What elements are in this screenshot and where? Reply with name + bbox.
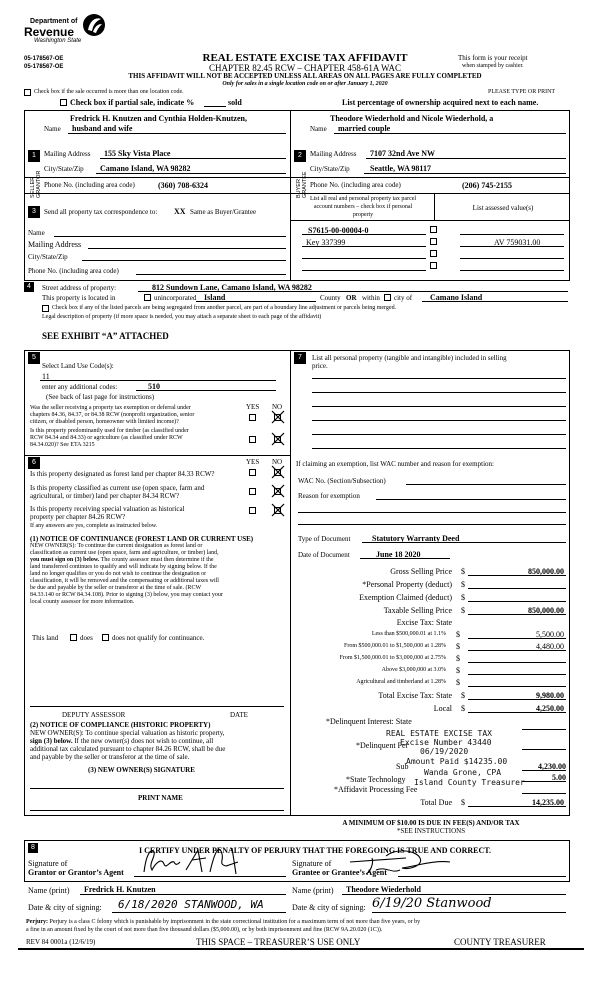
county-label: County xyxy=(320,294,341,302)
s5-q2-line3: 84.34.020)? See ETA 3215 xyxy=(30,442,95,448)
s5-q1-no-mark-icon xyxy=(271,410,285,424)
certify-statement: I CERTIFY UNDER PENALTY OF PERJURY THAT THE FOREGOING IS TRUE AND CORRECT. xyxy=(138,846,491,855)
grantee-sig-label1: Signature of xyxy=(292,859,332,868)
form-title: REAL ESTATE EXCISE TAX AFFIDAVIT xyxy=(202,52,408,64)
notice1-line6: classification, it will be removed and the compensating or additional taxes will xyxy=(30,578,219,584)
s5-q2-no-mark-icon xyxy=(271,432,285,446)
buyer-city-label: City/State/Zip xyxy=(310,165,350,173)
notice1-title: (1) NOTICE OF CONTINUANCE (FOREST LAND OR CURRENT USE) xyxy=(30,535,254,543)
perjury-label: Perjury: xyxy=(26,919,48,925)
dept-line3: Washington State xyxy=(34,38,82,44)
notice2-line2-bold: sign (3) below. xyxy=(30,737,73,745)
county-treasurer: COUNTY TREASURER xyxy=(454,937,546,947)
s5-q2-line1: Is this property predominantly used for timber (as classified under xyxy=(30,428,189,434)
taxable-dollar: $ xyxy=(461,606,465,615)
s6-no: NO xyxy=(272,458,283,466)
grantor-name-print-label: Name (print) xyxy=(28,886,70,895)
s6-q2-line1: Is this property classified as current use (open space, farm and xyxy=(30,484,205,492)
only-for-note: Only for sales in a single location code on or after January 1, 2020 xyxy=(222,81,388,87)
doc-date-value[interactable]: June 18 2020 xyxy=(376,550,421,559)
gross-label: Gross Selling Price xyxy=(390,567,452,576)
seller-name-line2[interactable]: husband and wife xyxy=(72,124,133,133)
buyer-phone-value[interactable]: (206) 745-2155 xyxy=(462,181,512,190)
grantee-date-city[interactable]: 6/19/20 Stanwood xyxy=(372,896,492,911)
notice1-line4: land transferred continues to qualify and will indicate by signing below. If the xyxy=(30,564,217,570)
multi-location-label: Check box if the sale occurred is more than one location code. xyxy=(34,89,184,95)
total-state-label: Total Excise Tax: State xyxy=(378,691,452,700)
partial-sale-label: Check box if partial sale, indicate % xyxy=(70,98,195,107)
send-tax-label: Send all property tax correspondence to: xyxy=(44,208,158,216)
state-tech-label: *State Technology xyxy=(346,775,406,784)
s6-yes: YES xyxy=(246,458,260,466)
stamp-line2: Excise Number 43440 xyxy=(400,738,492,747)
stamp-line4: Amount Paid $14235.00 xyxy=(406,757,508,766)
buyer-city-value[interactable]: Seattle, WA 98117 xyxy=(370,164,431,173)
personal-property-line1: List all personal property (tangible and intangible) included in selling xyxy=(312,354,507,362)
notice2-line4: and payable by the seller or transferor at the time of sale. xyxy=(30,753,190,761)
segregated-label: Check box if any of the listed parcels are being segregated from another parcel, are part of a boundary line adjustment or parcels being merged. xyxy=(52,305,397,311)
total-due-label: Total Due xyxy=(420,798,452,807)
parcel-3-checkbox[interactable] xyxy=(430,250,437,257)
total-due-dollar: $ xyxy=(461,798,465,807)
notice1-line1: NEW OWNER(S): To continue the current designation as forest land or xyxy=(30,543,203,549)
partial-sale-checkbox[interactable] xyxy=(60,99,67,106)
receipt-note-2: when stamped by cashier. xyxy=(462,63,524,69)
unincorporated-checkbox[interactable] xyxy=(144,294,151,301)
personal-deduct-field[interactable] xyxy=(468,588,566,589)
tier3-field[interactable] xyxy=(468,662,566,663)
parcel-2-checkbox[interactable] xyxy=(430,238,437,245)
see-instructions-note: *SEE INSTRUCTIONS xyxy=(396,827,466,835)
parcel-4-checkbox[interactable] xyxy=(430,262,437,269)
affidavit-fee-field[interactable] xyxy=(522,793,566,794)
tier5-label: Agricultural and timberland at 1.28% xyxy=(356,679,446,685)
doc-type-value[interactable]: Statutory Warranty Deed xyxy=(372,534,460,543)
buyer-name-label: Name xyxy=(310,125,327,133)
grantee-name-print-label: Name (print) xyxy=(292,886,334,895)
send-tax-value[interactable]: XX xyxy=(174,207,186,216)
total-due-value[interactable]: 14,235.00 xyxy=(532,798,564,807)
notice1-line7: be due and payable by the seller or transferor at the time of sale. (RCW xyxy=(30,585,202,591)
land-use-value[interactable]: 11 xyxy=(42,372,50,381)
s5-q2-line2: RCW 84.34 and 84.33) or agriculture (as classified under RCW xyxy=(30,435,183,441)
parcel-1-checkbox[interactable] xyxy=(430,226,437,233)
minimum-due-note: A MINIMUM OF $10.00 IS DUE IN FEE(S) AND/OR TAX xyxy=(342,819,520,827)
s3-mailing-label: Mailing Address xyxy=(28,240,82,249)
section-3-number: 3 xyxy=(28,206,40,218)
dor-logo-mark-icon xyxy=(82,12,106,38)
tier4-dollar: $ xyxy=(456,666,460,675)
s5-q1-line3: citizen, or disabled person, homeowner with limited income)? xyxy=(30,419,179,425)
buyer-phone-label: Phone No. (including area code) xyxy=(310,181,401,189)
s6-q1-no-mark-icon xyxy=(271,465,285,479)
new-owner-signature-label: (3) NEW OWNER(S) SIGNATURE xyxy=(88,766,195,774)
assessed-2[interactable]: AV 759031.00 xyxy=(494,238,541,247)
buyer-side-label: BUYER GRANTEE xyxy=(296,171,308,198)
gross-dollar: $ xyxy=(461,567,465,576)
city-of-label: city of xyxy=(394,294,413,302)
s6-q3-line1: Is this property receiving special valuation as historical xyxy=(30,505,185,513)
unincorporated-label: unincorporated xyxy=(154,294,197,302)
grantor-date-city-label: Date & city of signing: xyxy=(28,903,102,912)
please-type: PLEASE TYPE OR PRINT xyxy=(488,89,556,95)
section-1-number: 1 xyxy=(28,150,40,162)
parcel-header-1: List all real and personal property tax parcel xyxy=(309,196,417,202)
exemption-dollar: $ xyxy=(461,593,465,602)
form-number: REV 84 0001a (12/6/19) xyxy=(26,938,96,946)
new-owner-signature-field[interactable] xyxy=(30,788,284,789)
reason-label: Reason for exemption xyxy=(298,492,360,500)
exhibit-a-note[interactable]: SEE EXHIBIT “A” ATTACHED xyxy=(42,331,169,341)
print-name-field[interactable] xyxy=(30,810,284,811)
s6-q2-line2: agricultural, or timber) land per chapter 84.34 RCW? xyxy=(30,492,180,500)
land-use-label: Select Land Use Code(s): xyxy=(42,362,114,370)
exemption-deduct-label: Exemption Claimed (deduct) xyxy=(359,593,452,602)
form-code-1: 05-178567-OE xyxy=(24,56,64,62)
notice1-line8: 84.33.140 or RCW 84.34.108). Prior to signing (3) below, you may contact your xyxy=(30,592,223,598)
perjury-text-2: a fine in an amount fixed by the court of not more than five thousand dollars ($5,000.00), or by both imprisonment and fine (RCW 9A.20.020 (1C)). xyxy=(26,927,383,933)
notice1-line5: land no longer qualifies or you do not wish to continue the designation or xyxy=(30,571,207,577)
notice2-line2-rest: If the new owner(s) does not wish to continue, all xyxy=(72,737,214,745)
segregated-checkbox[interactable] xyxy=(42,305,49,312)
subtotal-value[interactable]: 4,230.00 xyxy=(538,762,566,771)
wac-label: WAC No. (Section/Subsection) xyxy=(298,477,386,485)
buyer-name-line2[interactable]: married couple xyxy=(338,124,391,133)
does-not-checkbox[interactable] xyxy=(102,634,109,641)
seller-phone-value[interactable]: (360) 708-6324 xyxy=(158,181,208,190)
s6-q3-yes-checkbox[interactable] xyxy=(249,507,256,514)
stamp-line3: 06/19/2020 xyxy=(420,747,469,756)
notice2-line3: additional tax calculated pursuant to chapter 84.26 RCW, shall be due xyxy=(30,745,226,753)
s5-yes: YES xyxy=(246,403,260,411)
notice2-title: (2) NOTICE OF COMPLIANCE (HISTORIC PROPERTY) xyxy=(30,721,211,729)
parcel-header-3: property xyxy=(352,212,374,218)
does-label: does xyxy=(80,634,93,642)
grantor-sig-label2: Grantor or Grantor’s Agent xyxy=(28,868,124,877)
s3-city-label: City/State/Zip xyxy=(28,253,68,261)
form-warning: THIS AFFIDAVIT WILL NOT BE ACCEPTED UNLESS ALL AREAS ON ALL PAGES ARE FULLY COMPLETED xyxy=(128,72,482,80)
local-label: Local xyxy=(433,704,452,713)
seller-name-label: Name xyxy=(44,125,61,133)
tier3-label: From $1,500,000.01 to $3,000,000 at 2.75% xyxy=(339,655,446,661)
exemption-label: If claiming an exemption, list WAC number and reason for exemption: xyxy=(296,460,494,468)
local-value[interactable]: 4,250.00 xyxy=(536,704,564,713)
seller-mailing-label: Mailing Address xyxy=(44,150,91,158)
gross-value[interactable]: 850,000.00 xyxy=(528,567,564,576)
grantor-date-city[interactable]: 6/18/2020 STANWOOD, WA xyxy=(118,898,264,911)
wac-field[interactable] xyxy=(406,484,566,485)
parcel-1[interactable]: S7615-00-00004-0 xyxy=(308,226,369,235)
grantee-date-city-label: Date & city of signing: xyxy=(292,903,366,912)
tier1-value[interactable]: 5,500.00 xyxy=(536,630,564,639)
s6-q3-line2: property per chapter 84.26 RCW? xyxy=(30,513,126,521)
located-label: This property is located in xyxy=(42,294,116,302)
s5-q1-yes-checkbox[interactable] xyxy=(249,414,256,421)
treasurer-use-only: THIS SPACE – TREASURER’S USE ONLY xyxy=(196,937,361,947)
s6-q2-no-mark-icon xyxy=(271,484,285,498)
total-state-value[interactable]: 9,980.00 xyxy=(536,691,564,700)
grantee-signature-icon xyxy=(346,846,466,878)
s6-q1: Is this property designated as forest land per chapter 84.33 RCW? xyxy=(30,470,215,478)
this-land-label: This land xyxy=(32,634,59,642)
grantee-sig-label2: Grantee or Grantee’s Agent xyxy=(292,868,387,877)
s6-q1-yes-checkbox[interactable] xyxy=(249,469,256,476)
exemption-deduct-field[interactable] xyxy=(468,601,566,602)
affidavit-fee-label: *Affidavit Processing Fee xyxy=(334,785,418,794)
notice1-line9: local county assessor for more information. xyxy=(30,599,135,605)
grantor-name-print[interactable]: Fredrick H. Knutzen xyxy=(84,885,156,894)
buyer-mailing-label: Mailing Address xyxy=(310,150,357,158)
s5-q2-yes-checkbox[interactable] xyxy=(249,436,256,443)
send-tax-suffix: Same as Buyer/Grantee xyxy=(190,208,257,216)
personal-dollar: $ xyxy=(461,580,465,589)
s3-name-label: Name xyxy=(28,229,45,237)
or-label: OR xyxy=(346,294,357,302)
state-tech-value[interactable]: 5.00 xyxy=(552,773,566,782)
section-4-number: 4 xyxy=(24,282,34,292)
total-state-dollar: $ xyxy=(461,691,465,700)
seller-city-value[interactable]: Camano Island, WA 98282 xyxy=(100,164,191,173)
city-value[interactable]: Camano Island xyxy=(430,293,483,302)
taxable-label: Taxable Selling Price xyxy=(383,606,452,615)
see-back-note: (See back of last page for instructions) xyxy=(46,393,155,401)
tier5-dollar: $ xyxy=(456,678,460,687)
additional-codes-value[interactable]: 510 xyxy=(148,382,160,391)
buyer-name-line1[interactable]: Theodore Wiederhold and Nicole Wiederhold, a xyxy=(330,114,494,123)
local-dollar: $ xyxy=(461,704,465,713)
within-label: within xyxy=(362,294,380,302)
does-not-label: does not qualify for continuance. xyxy=(112,634,205,642)
additional-codes-label: enter any additional codes: xyxy=(42,383,118,391)
deputy-assessor-label: DEPUTY ASSESSOR xyxy=(62,711,126,719)
seller-phone-label: Phone No. (including area code) xyxy=(44,181,135,189)
does-checkbox[interactable] xyxy=(70,634,77,641)
section-7-number: 7 xyxy=(294,352,306,364)
assessed-header: List assessed value(s) xyxy=(472,204,534,212)
s6-q3-no-mark-icon xyxy=(271,503,285,517)
buyer-mailing-value[interactable]: 7107 32nd Ave NW xyxy=(370,149,435,158)
doc-type-label: Type of Document xyxy=(298,535,351,543)
subtotal-label: Sub xyxy=(396,762,409,771)
s5-q1-line2: chapters 84.36, 84.37, or 84.38 RCW (nonprofit organization, senior xyxy=(30,412,195,418)
dept-line1: Department of xyxy=(30,18,78,25)
multi-location-checkbox[interactable] xyxy=(24,89,31,96)
doc-date-label: Date of Document xyxy=(298,551,350,559)
form-subtitle: CHAPTER 82.45 RCW – CHAPTER 458-61A WAC xyxy=(209,63,401,73)
tier2-value[interactable]: 4,480.00 xyxy=(536,642,564,651)
notice1-line3-rest: The county assessor must then determine if the xyxy=(99,557,214,563)
seller-side-label: SELLER GRANTOR xyxy=(30,170,42,198)
tier4-label: Above $3,000,000 at 3.0% xyxy=(381,667,446,673)
s3-phone-label: Phone No. (including area code) xyxy=(28,267,119,275)
county-value[interactable]: Island xyxy=(204,293,226,302)
reason-field[interactable] xyxy=(376,499,566,500)
receipt-note-1: This form is your receipt xyxy=(458,54,528,62)
dept-line2: Revenue xyxy=(24,25,75,39)
perjury-text: Perjury is a class C felony which is punishable by imprisonment in the state correctional institution for a maximum term of not more than five years, or by xyxy=(48,919,421,925)
s6-q2-yes-checkbox[interactable] xyxy=(249,488,256,495)
section-6-number: 6 xyxy=(28,457,40,469)
tier2-label: From $500,000.01 to $1,500,000 at 1.28% xyxy=(344,643,446,649)
ownership-note: List percentage of ownership acquired next to each name. xyxy=(342,98,539,107)
personal-deduct-label: *Personal Property (deduct) xyxy=(362,580,452,589)
s5-q1-line1: Was the seller receiving a property tax exemption or deferral under xyxy=(30,405,191,411)
seller-city-label: City/State/Zip xyxy=(44,165,84,173)
partial-percent-field[interactable] xyxy=(204,106,226,107)
delinquent-interest-label: *Delinquent Interest: State xyxy=(326,717,412,726)
stamp-line6: Island County Treasurer xyxy=(414,778,525,787)
seller-mailing-value[interactable]: 155 Sky Vista Place xyxy=(104,149,171,158)
tier1-dollar: $ xyxy=(456,630,460,639)
parcel-header-2: account numbers – check box if personal xyxy=(313,204,413,210)
s5-no: NO xyxy=(272,403,283,411)
stamp-line5: Wanda Grone, CPA xyxy=(424,768,502,777)
personal-property-line2: price. xyxy=(312,362,328,370)
delinquent-penalty-label: *Delinquent Per xyxy=(356,741,409,750)
section-5-number: 5 xyxy=(28,352,40,364)
street-label: Street address of property: xyxy=(42,284,117,292)
taxable-value[interactable]: 850,000.00 xyxy=(528,606,564,615)
excise-state-label: Excise Tax: State xyxy=(396,618,452,627)
parcel-2[interactable]: Key 337399 xyxy=(306,238,346,247)
tier4-field[interactable] xyxy=(468,674,566,675)
seller-name-line1[interactable]: Fredrick H. Knutzen and Cynthia Holden-Knutzen, xyxy=(70,114,247,123)
tier5-field[interactable] xyxy=(468,686,566,687)
section-2-number: 2 xyxy=(294,150,306,162)
tier2-dollar: $ xyxy=(456,642,460,651)
street-value[interactable]: 812 Sundown Lane, Camano Island, WA 98282 xyxy=(152,283,312,292)
tier3-dollar: $ xyxy=(456,654,460,663)
form-code-2: 05-178567-OE xyxy=(24,64,64,70)
print-name-label: PRINT NAME xyxy=(138,794,183,802)
grantee-name-print[interactable]: Theodore Wiederhold xyxy=(346,885,421,894)
stamp-line1: REAL ESTATE EXCISE TAX xyxy=(386,729,492,738)
grantor-sig-label1: Signature of xyxy=(28,859,68,868)
within-city-checkbox[interactable] xyxy=(384,294,391,301)
grantor-signature-icon xyxy=(140,842,270,878)
if-yes-note: If any answers are yes, complete as instructed below. xyxy=(30,523,158,529)
notice1-line3-bold: you must sign on (3) below. xyxy=(30,557,100,563)
legal-description-label: Legal description of property (if more space is needed, you may attach a separate sheet to each page of the affidavit) xyxy=(42,314,322,320)
notice1-line2: classification as current use (open space, farm and agriculture, or timber) land, xyxy=(30,550,219,556)
notice2-line1: NEW OWNER(S): To continue special valuation as historic property, xyxy=(30,729,225,737)
partial-sale-suffix: sold xyxy=(228,98,242,107)
section-8-number: 8 xyxy=(28,843,38,853)
tier1-label: Less than $500,000.01 at 1.1% xyxy=(371,631,446,637)
assessor-date-label: DATE xyxy=(230,711,248,719)
